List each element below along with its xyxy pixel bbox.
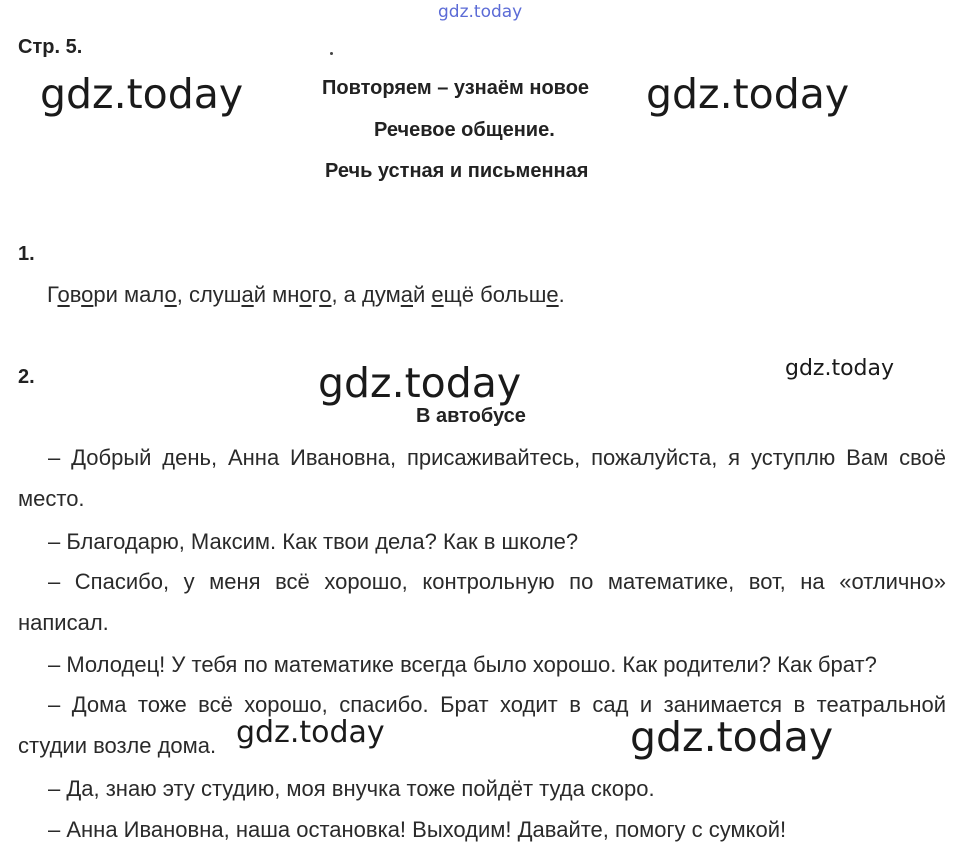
watermark-right-small: gdz.today <box>785 356 895 381</box>
task2-title: В автобусе <box>416 405 526 427</box>
dialogue-paragraph-1: – Добрый день, Анна Ивановна, присаживайтесь, пожалуйста, я уступлю Вам своё место. <box>18 445 946 511</box>
task1-sentence: Говори мало, слушай много, а думай ещё больше. <box>47 282 565 307</box>
watermark-bottom-left: gdz.today <box>236 715 385 750</box>
header-line-1: Повторяем – узнаём новое <box>322 77 590 99</box>
dialogue-paragraph-5: – Дома тоже всё хорошо, спасибо. Брат ходит в сад и занимается в театральной студии возле дома. <box>18 692 946 758</box>
dot-mark <box>330 52 333 55</box>
page-label: Стр. 5. <box>18 36 83 58</box>
dialogue-paragraph-2: – Благодарю, Максим. Как твои дела? Как в школе? <box>48 529 579 554</box>
watermark-bottom-right: gdz.today <box>630 713 834 761</box>
watermark-center-mid: gdz.today <box>318 359 522 407</box>
header-line-2: Речевое общение. <box>374 119 555 141</box>
dialogue-paragraph-4: – Молодец! У тебя по математике всегда было хорошо. Как родители? Как брат? <box>48 652 877 677</box>
task2-number: 2. <box>18 366 35 388</box>
dialogue-paragraph-6: – Да, знаю эту студию, моя внучка тоже пойдёт туда скоро. <box>48 776 655 801</box>
dialogue-paragraph-3: – Спасибо, у меня всё хорошо, контрольную по математике, вот, на «отлично» написал. <box>18 569 946 635</box>
dialogue-paragraph-7: – Анна Ивановна, наша остановка! Выходим! Давайте, помогу с сумкой! <box>48 817 787 842</box>
watermark-right-header: gdz.today <box>646 70 850 118</box>
watermark-top: gdz.today <box>438 2 523 22</box>
watermark-left-header: gdz.today <box>40 70 244 118</box>
header-line-3: Речь устная и письменная <box>325 160 589 182</box>
task1-number: 1. <box>18 243 35 265</box>
